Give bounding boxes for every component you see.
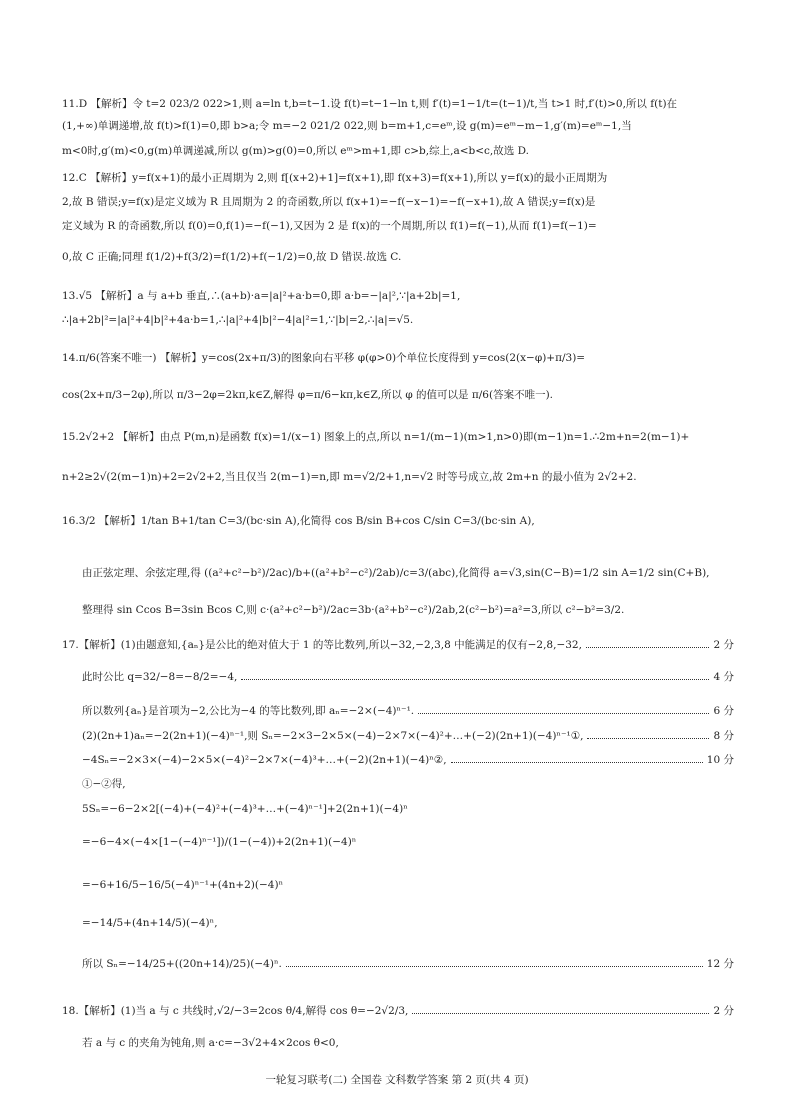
text-line: 15.2√2+2 【解析】由点 P(m,n)是函数 f(x)=1/(x−1) 图象上的点,所以 n=1/(m−1)(m>1,n>0)即(m−1)n=1.∴2m+n=2(m−1)+ (62, 431, 690, 443)
text-line: m<0时,g′(m)<0,g(m)单调递减,所以 g(m)>g(0)=0,所以 eᵐ>m+1,即 c>b,综上,a<b<c,故选 D. (62, 145, 529, 157)
score-mark: 2 分 (713, 639, 734, 651)
text-line: =−6−4×(−4×[1−(−4)ⁿ⁻¹])/(1−(−4))+2(2n+1)(−4)ⁿ (82, 836, 357, 848)
score-line (82, 957, 734, 971)
score-mark: 4 分 (713, 671, 734, 683)
score-mark: 8 分 (713, 730, 734, 742)
text-line: 定义域为 R 的奇函数,所以 f(0)=0,f(1)=−f(−1),又因为 2 是 f(x)的一个周期,所以 f(1)=f(−1),从而 f(1)=f(−1)= (62, 220, 597, 232)
score-mark: 12 分 (706, 958, 734, 970)
score-mark: 10 分 (706, 754, 734, 766)
text-line: 14.π/6(答案不唯一) 【解析】y=cos(2x+π/3)的图象向右平移 φ(φ>0)个单位长度得到 y=cos(2(x−φ)+π/3)= (62, 352, 586, 364)
text-line: 13.√5 【解析】a 与 a+b 垂直,∴(a+b)·a=|a|²+a·b=0,即 a·b=−|a|²,∵|a+2b|=1, (62, 290, 461, 302)
text-line: ①−②得, (82, 778, 126, 790)
score-line (82, 753, 734, 767)
text-line: =−14/5+(4n+14/5)(−4)ⁿ, (82, 917, 218, 929)
text-line: 0,故 C 正确;同理 f(1/2)+f(3/2)=f(1/2)+f(−1/2)=0,故 D 错误.故选 C. (62, 251, 402, 263)
page-footer: 一轮复习联考(二) 全国卷 文科数学答案 第 2 页(共 4 页) (265, 1074, 529, 1086)
dot-leader (286, 957, 703, 967)
line-text: 此时公比 q=32/−8=−8/2=−4, (82, 671, 238, 683)
line-text: 所以数列{aₙ}是首项为−2,公比为−4 的等比数列,即 aₙ=−2×(−4)ⁿ⁻¹. (82, 705, 415, 717)
score-line (62, 1004, 734, 1018)
dot-leader (412, 1004, 709, 1014)
score-line (62, 638, 734, 652)
dot-leader (586, 638, 710, 648)
line-text: 17.【解析】(1)由题意知,{aₙ}是公比的绝对值大于 1 的等比数列,所以−32,−2,3,8 中能满足的仅有−2,8,−32, (62, 639, 582, 651)
score-mark: 2 分 (713, 1005, 734, 1017)
line-text: 18.【解析】(1)当 a 与 c 共线时,√2/−3=2cos θ/4,解得 cos θ=−2√2/3, (62, 1005, 409, 1017)
text-line: =−6+16/5−16/5(−4)ⁿ⁻¹+(4n+2)(−4)ⁿ (82, 879, 284, 891)
dot-leader (418, 704, 709, 714)
text-line: 16.3/2 【解析】1/tan B+1/tan C=3/(bc·sin A),化简得 cos B/sin B+cos C/sin C=3/(bc·sin A), (62, 515, 535, 527)
line-text: (2)(2n+1)aₙ=−2(2n+1)(−4)ⁿ⁻¹,则 Sₙ=−2×3−2×5×(−4)−2×7×(−4)²+…+(−2)(2n+1)(−4)ⁿ⁻¹①, (82, 730, 584, 742)
line-text: −4Sₙ=−2×3×(−4)−2×5×(−4)²−2×7×(−4)³+…+(−2)(2n+1)(−4)ⁿ②, (82, 754, 447, 766)
text-line: n+2≥2√(2(m−1)n)+2=2√2+2,当且仅当 2(m−1)=n,即 m=√2/2+1,n=√2 时等号成立,故 2m+n 的最小值为 2√2+2. (62, 471, 637, 483)
text-line: 11.D 【解析】令 t=2 023/2 022>1,则 a=ln t,b=t−1.设 f(t)=t−1−ln t,则 f′(t)=1−1/t=(t−1)/t,当 t>1 时,f′(t)>0,所以 f(t)在 (62, 98, 678, 110)
text-line: (1,+∞)单调递增,故 f(t)>f(1)=0,即 b>a;令 m=−2 021/2 022,则 b=m+1,c=eᵐ,设 g(m)=eᵐ−m−1,g′(m)=eᵐ−1,当 (62, 120, 632, 132)
text-line: 整理得 sin Ccos B=3sin Bcos C,则 c·(a²+c²−b²)/2ac=3b·(a²+b²−c²)/2ab,2(c²−b²)=a²=3,所以 c²−b²=3/2. (82, 604, 625, 616)
text-line: 12.C 【解析】y=f(x+1)的最小正周期为 2,则 f[(x+2)+1]=f(x+1),即 f(x+3)=f(x+1),所以 y=f(x)的最小正周期为 (62, 172, 608, 184)
text-line: 5Sₙ=−6−2×2[(−4)+(−4)²+(−4)³+…+(−4)ⁿ⁻¹]+2(2n+1)(−4)ⁿ (82, 803, 408, 815)
dot-leader (451, 753, 703, 763)
score-line (82, 670, 734, 684)
dot-leader (587, 729, 709, 739)
text-line: cos(2x+π/3−2φ),所以 π/3−2φ=2kπ,k∈Z,解得 φ=π/6−kπ,k∈Z,所以 φ 的值可以是 π/6(答案不唯一). (62, 389, 554, 401)
text-line: ∴|a+2b|²=|a|²+4|b|²+4a·b=1,∴|a|²+4|b|²−4|a|²=1,∵|b|=2,∴|a|=√5. (62, 314, 414, 326)
text-line: 2,故 B 错误;y=f(x)是定义域为 R 且周期为 2 的奇函数,所以 f(x+1)=−f(−x−1)=−f(−x+1),故 A 错误;y=f(x)是 (62, 196, 596, 208)
text-line: 由正弦定理、余弦定理,得 ((a²+c²−b²)/2ac)/b+((a²+b²−c²)/2ab)/c=3/(abc),化简得 a=√3,sin(C−B)=1/2 sin A=1/2 sin(C+B), (82, 567, 710, 579)
score-line (82, 704, 734, 718)
line-text: 所以 Sₙ=−14/25+((20n+14)/25)(−4)ⁿ. (82, 958, 282, 970)
dot-leader (241, 670, 709, 680)
score-line (82, 729, 734, 743)
text-line: 若 a 与 c 的夹角为钝角,则 a·c=−3√2+4×2cos θ<0, (82, 1037, 339, 1049)
score-mark: 6 分 (713, 705, 734, 717)
